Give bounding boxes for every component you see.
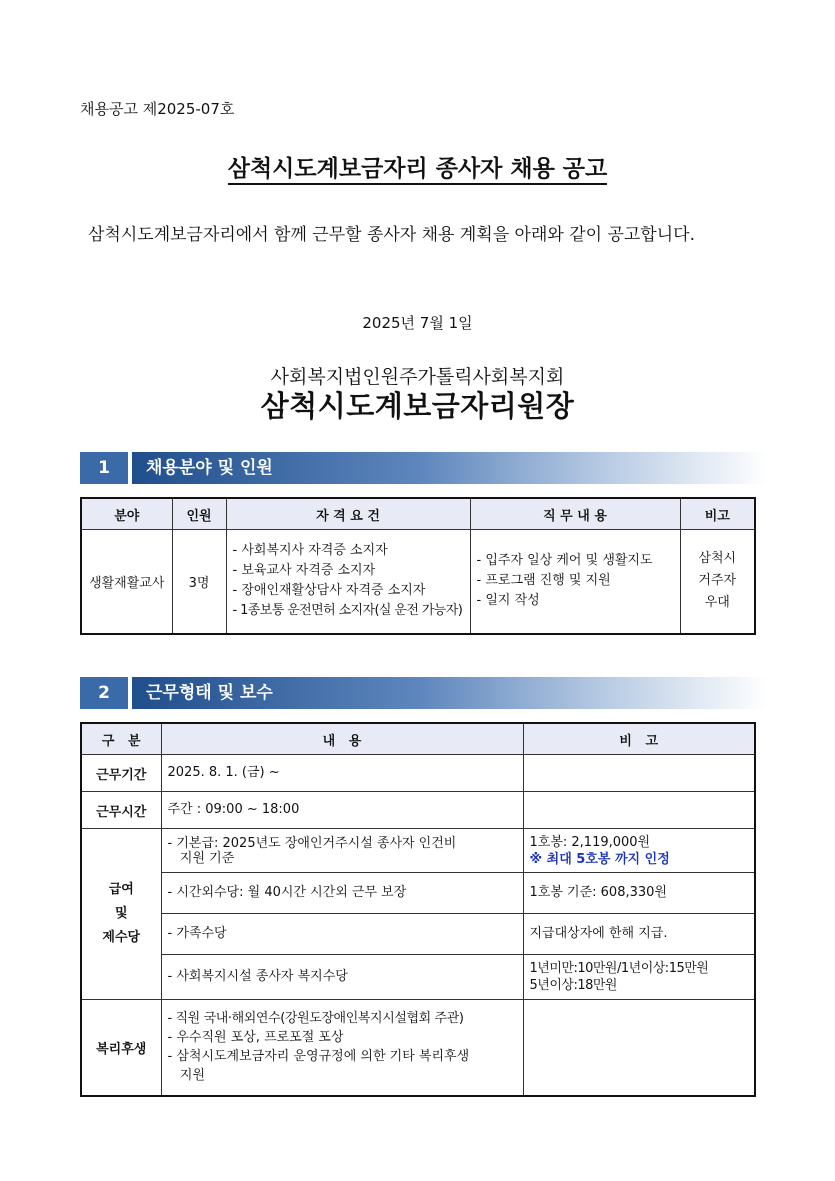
publish-date: 2025년 7월 1일	[362, 314, 473, 332]
base-pay-amount: 1호봉: 2,119,000원	[529, 834, 651, 850]
header-duties: 직 무 내 용	[470, 498, 680, 530]
welfare-label: 복리후생	[81, 1000, 161, 1096]
welfare-remark	[523, 1000, 755, 1096]
section-2-number: 2	[80, 677, 128, 709]
qualification-item: - 보육교사 자격증 소지자	[232, 563, 376, 579]
hours-content: 주간 : 09:00 ~ 18:00	[161, 792, 523, 829]
welfare-allowance-remark	[523, 955, 755, 1000]
notice-number: 채용공고 제2025-07호	[80, 100, 235, 118]
welfare-item: - 우수직원 포상, 프로포절 포상	[167, 1030, 344, 1046]
welfare-item: 지원	[167, 1068, 206, 1084]
base-pay-line: - 기본급: 2025년도 장애인거주시설 종사자 인건비	[167, 835, 457, 851]
welfare-allowance-content: - 사회복지시설 종사자 복지수당	[161, 955, 523, 1000]
header-remark: 비 고	[523, 723, 755, 755]
pay-label-line: 급여	[108, 882, 134, 897]
overtime-remark: 1호봉 기준: 608,330원	[523, 873, 755, 914]
header-field: 분야	[81, 498, 172, 530]
pay-label-line: 및	[114, 906, 128, 921]
work-pay-table	[80, 722, 756, 1097]
welfare-item: - 직원 국내·해외연수(강원도장애인복지시설협회 주관)	[167, 1011, 464, 1027]
section-1-number: 1	[80, 452, 128, 484]
header-note: 비고	[680, 498, 755, 530]
period-content: 2025. 8. 1. (금) ~	[161, 755, 523, 792]
section-2-title: 근무형태 및 보수	[132, 677, 768, 709]
header-count: 인원	[172, 498, 226, 530]
note-line: 삼척시	[698, 551, 737, 567]
pay-label	[81, 829, 161, 1000]
duty-item: - 일지 작성	[476, 593, 540, 609]
max-step-notice: ※ 최대 5호봉 까지 인정	[529, 851, 670, 867]
period-remark	[523, 755, 755, 792]
qualification-item: - 사회복지사 자격증 소지자	[232, 543, 388, 559]
base-pay-line: 지원 기준	[167, 850, 235, 866]
note-cell	[680, 530, 755, 634]
field-cell: 생활재활교사	[81, 530, 172, 634]
duties-cell	[470, 530, 680, 634]
header-content: 내 용	[161, 723, 523, 755]
base-pay-content	[161, 829, 523, 873]
base-pay-remark	[523, 829, 755, 873]
overtime-content: - 시간외수당: 월 40시간 시간외 근무 보장	[161, 873, 523, 914]
welfare-allowance-line: 1년미만:10만원/1년이상:15만원	[529, 961, 709, 976]
family-allowance-remark: 지급대상자에 한해 지급.	[523, 914, 755, 955]
title-text: 삼척시도계보금자리 종사자 채용 공고	[228, 156, 608, 185]
intro-paragraph: 삼척시도계보금자리에서 함께 근무할 종사자 채용 계획을 아래와 같이 공고합니다.	[88, 225, 695, 245]
recruitment-table	[80, 497, 756, 635]
organization-name: 사회복지법인원주가톨릭사회복지회	[270, 366, 565, 388]
section-1-title: 채용분야 및 인원	[132, 452, 768, 484]
qualification-item: - 1종보통 운전면허 소지자(실 운전 가능자)	[232, 603, 463, 619]
institution-head: 삼척시도계보금자리원장	[260, 389, 575, 423]
section-2-header	[80, 677, 768, 709]
hours-remark	[523, 792, 755, 829]
welfare-item: - 삼척시도계보금자리 운영규정에 의한 기타 복리후생	[167, 1049, 470, 1065]
pay-label-line: 제수당	[102, 930, 141, 945]
welfare-content	[161, 1000, 523, 1096]
note-line: 거주자	[698, 573, 737, 589]
page-title	[0, 150, 835, 183]
section-1-header	[80, 452, 768, 484]
duty-item: - 입주자 일상 케어 및 생활지도	[476, 553, 653, 569]
qualification-item: - 장애인재활상담사 자격증 소지자	[232, 583, 426, 599]
family-allowance-content: - 가족수당	[161, 914, 523, 955]
note-line: 우대	[704, 595, 730, 611]
count-cell: 3명	[172, 530, 226, 634]
header-category: 구 분	[81, 723, 161, 755]
hours-label: 근무시간	[81, 792, 161, 829]
period-label: 근무기간	[81, 755, 161, 792]
welfare-allowance-line: 5년이상:18만원	[529, 978, 617, 993]
header-qualifications: 자 격 요 건	[226, 498, 470, 530]
qualifications-cell	[226, 530, 470, 634]
duty-item: - 프로그램 진행 및 지원	[476, 573, 611, 589]
